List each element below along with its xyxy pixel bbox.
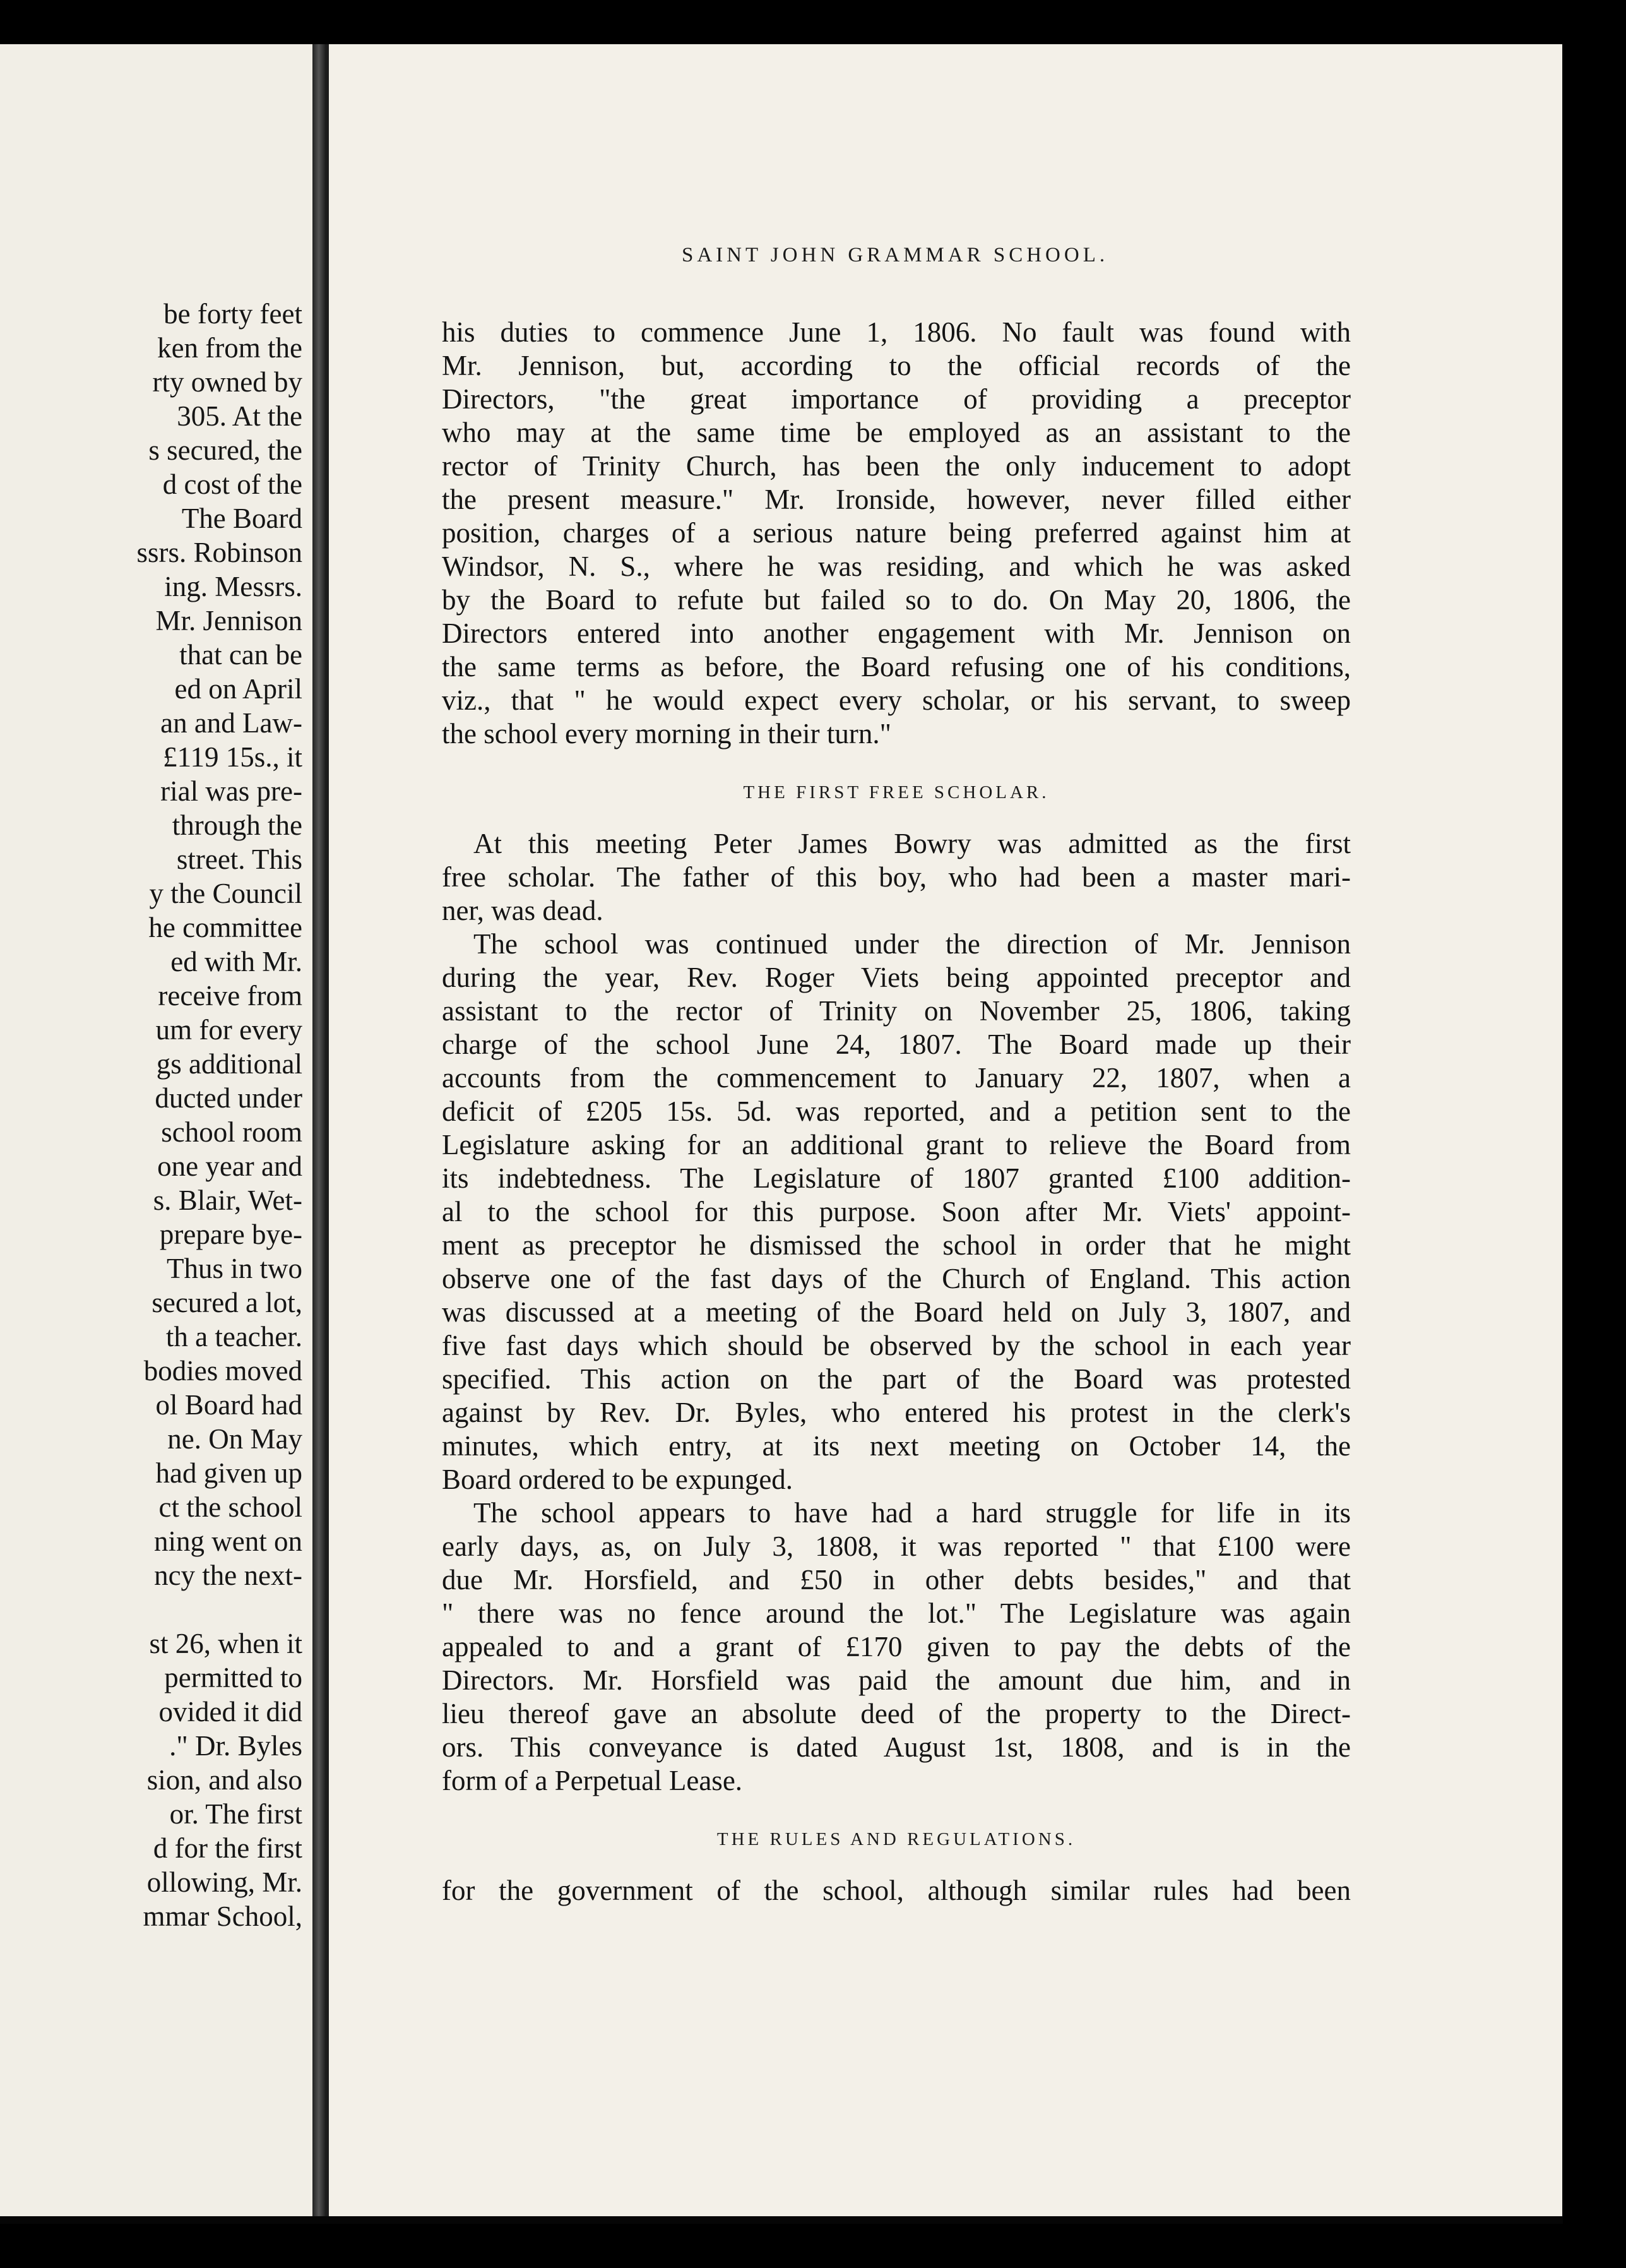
left-text-line: mmar School, xyxy=(143,1901,302,1932)
left-text-line: ollowing, Mr. xyxy=(146,1866,302,1898)
text-line: form of a Perpetual Lease. xyxy=(442,1765,743,1796)
left-text-line: ol Board had xyxy=(155,1389,302,1421)
text-line: against by Rev. Dr. Byles, who entered his protest in the clerk's xyxy=(442,1397,1351,1428)
left-text-line: The Board xyxy=(181,503,302,534)
left-text-line: permitted to xyxy=(164,1662,302,1693)
page-edge-line xyxy=(325,44,329,2216)
left-text-line: secured a lot, xyxy=(151,1287,302,1318)
paragraph xyxy=(442,1874,1351,1907)
text-line: the school every morning in their turn." xyxy=(442,718,891,749)
text-line: At this meeting Peter James Bowry was admitted as the first xyxy=(473,828,1351,859)
text-line: ment as preceptor he dismissed the school in order that he might xyxy=(442,1229,1351,1261)
text-line: observe one of the fast days of the Church of England. This action xyxy=(442,1263,1351,1294)
left-text-line: ncy the next- xyxy=(154,1560,302,1591)
text-line: Directors, "the great importance of providing a preceptor xyxy=(442,383,1351,415)
text-line: rector of Trinity Church, has been the only inducement to adopt xyxy=(442,450,1351,482)
left-text-line: receive from xyxy=(158,980,302,1012)
scan-border-right xyxy=(1563,0,1626,2268)
left-text-line: ssrs. Robinson xyxy=(136,537,302,568)
text-line: its indebtedness. The Legislature of 1807 granted £100 addition- xyxy=(442,1162,1351,1194)
book-gutter xyxy=(312,44,325,2216)
left-text-line: 305. At the xyxy=(177,400,302,432)
left-paragraph-gap xyxy=(136,1592,302,1626)
left-text-line: £119 15s., it xyxy=(163,741,302,773)
text-line: the present measure." Mr. Ironside, however, never filled either xyxy=(442,484,1351,515)
text-line: viz., that " he would expect every scholar, or his servant, to sweep xyxy=(442,684,1351,716)
left-text-line: rty owned by xyxy=(152,366,302,398)
left-text-line: one year and xyxy=(157,1150,302,1182)
section-heading: THE RULES AND REGULATIONS. xyxy=(716,1829,1076,1849)
text-line: The school was continued under the direction of Mr. Jennison xyxy=(473,928,1351,960)
left-text-line: street. This xyxy=(176,844,302,875)
left-text-line: rial was pre- xyxy=(160,775,302,807)
left-text-line: through the xyxy=(172,809,302,841)
text-line: who may at the same time be employed as an assistant to the xyxy=(442,417,1351,448)
text-line: for the government of the school, although similar rules had been xyxy=(442,1875,1351,1906)
left-text-line: st 26, when it xyxy=(149,1628,302,1659)
left-text-line: Mr. Jennison xyxy=(155,605,302,636)
text-line: by the Board to refute but failed so to do. On May 20, 1806, the xyxy=(442,584,1351,616)
text-line: " there was no fence around the lot." The Legislature was again xyxy=(442,1597,1351,1629)
text-line: ner, was dead. xyxy=(442,895,603,926)
text-line: the same terms as before, the Board refusing one of his conditions, xyxy=(442,651,1351,683)
left-text-line: ning went on xyxy=(154,1525,302,1557)
text-line: Mr. Jennison, but, according to the official records of the xyxy=(442,350,1351,381)
left-text-line: ed with Mr. xyxy=(170,946,302,977)
left-text-line: prepare bye- xyxy=(159,1219,302,1250)
left-text-line: s. Blair, Wet- xyxy=(153,1185,302,1216)
body-text xyxy=(442,316,1351,1907)
left-text-line: that can be xyxy=(179,639,302,671)
left-text-line: or. The first xyxy=(169,1798,302,1830)
paragraph xyxy=(442,827,1351,928)
text-line: his duties to commence June 1, 1806. No fault was found with xyxy=(442,316,1351,348)
text-line: early days, as, on July 3, 1808, it was reported " that £100 were xyxy=(442,1531,1351,1562)
left-text-line: d for the first xyxy=(153,1832,302,1864)
text-line: due Mr. Horsfield, and £50 in other debts besides," and that xyxy=(442,1564,1351,1596)
left-text-line: th a teacher. xyxy=(165,1321,302,1352)
left-text-line: sion, and also xyxy=(146,1764,302,1796)
left-text-line: ." Dr. Byles xyxy=(169,1730,302,1762)
left-text-line: ducted under xyxy=(155,1082,302,1114)
text-line: charge of the school June 24, 1807. The Board made up their xyxy=(442,1029,1351,1060)
left-text-line: ed on April xyxy=(174,673,302,705)
text-line: five fast days which should be observed by the school in each year xyxy=(442,1330,1351,1361)
text-line: was discussed at a meeting of the Board held on July 3, 1807, and xyxy=(442,1296,1351,1328)
text-line: deficit of £205 15s. 5d. was reported, and a petition sent to the xyxy=(442,1095,1351,1127)
text-line: specified. This action on the part of the Board was protested xyxy=(442,1363,1351,1395)
text-line: al to the school for this purpose. Soon after Mr. Viets' appoint- xyxy=(442,1196,1351,1227)
left-text-line: bodies moved xyxy=(143,1355,302,1387)
left-text-line: an and Law- xyxy=(160,707,302,739)
text-line: assistant to the rector of Trinity on November 25, 1806, taking xyxy=(442,995,1351,1027)
facing-page-text xyxy=(136,297,302,1933)
left-text-line: ovided it did xyxy=(158,1696,302,1728)
text-line: The school appears to have had a hard struggle for life in its xyxy=(473,1497,1351,1529)
facing-page-left xyxy=(0,44,312,2216)
left-text-line: um for every xyxy=(155,1014,302,1046)
left-text-line: he committee xyxy=(148,912,302,943)
left-text-line: ne. On May xyxy=(167,1423,302,1455)
left-text-line: gs additional xyxy=(156,1048,302,1080)
text-line: Directors entered into another engagement with Mr. Jennison on xyxy=(442,618,1351,649)
section-heading: THE FIRST FREE SCHOLAR. xyxy=(743,782,1050,803)
text-line: Board ordered to be expunged. xyxy=(442,1464,793,1495)
left-text-line: ct the school xyxy=(158,1491,302,1523)
text-line: Legislature asking for an additional grant to relieve the Board from xyxy=(442,1129,1351,1161)
paragraph xyxy=(442,928,1351,1496)
text-line: free scholar. The father of this boy, who had been a master mari- xyxy=(442,861,1351,893)
text-line: Directors. Mr. Horsfield was paid the amount due him, and in xyxy=(442,1664,1351,1696)
left-text-line: school room xyxy=(161,1116,302,1148)
left-text-line: be forty feet xyxy=(163,298,302,330)
paragraph xyxy=(442,316,1351,751)
text-line: position, charges of a serious nature being preferred against him at xyxy=(442,517,1351,549)
paragraph xyxy=(442,1496,1351,1798)
left-text-line: d cost of the xyxy=(162,469,302,500)
scan-border-bottom xyxy=(0,2224,1626,2268)
left-text-line: ing. Messrs. xyxy=(164,571,302,602)
text-line: during the year, Rev. Roger Viets being appointed preceptor and xyxy=(442,962,1351,993)
text-line: lieu thereof gave an absolute deed of the property to the Direct- xyxy=(442,1698,1351,1729)
text-line: appealed to and a grant of £170 given to pay the debts of the xyxy=(442,1631,1351,1662)
running-head-title: SAINT JOHN GRAMMAR SCHOOL. xyxy=(682,244,1109,266)
text-line: ors. This conveyance is dated August 1st, 1808, and is in the xyxy=(442,1731,1351,1763)
running-head xyxy=(366,234,1582,272)
left-text-line: Thus in two xyxy=(166,1253,302,1284)
left-text-line: y the Council xyxy=(149,878,302,909)
text-line: minutes, which entry, at its next meeting on October 14, the xyxy=(442,1430,1351,1462)
left-text-line: s secured, the xyxy=(148,434,302,466)
text-line: accounts from the commencement to January 22, 1807, when a xyxy=(442,1062,1351,1094)
left-text-line: had given up xyxy=(155,1457,302,1489)
left-text-line: ken from the xyxy=(157,332,302,364)
text-line: Windsor, N. S., where he was residing, and which he was asked xyxy=(442,551,1351,582)
scan-border-top xyxy=(0,0,1626,44)
